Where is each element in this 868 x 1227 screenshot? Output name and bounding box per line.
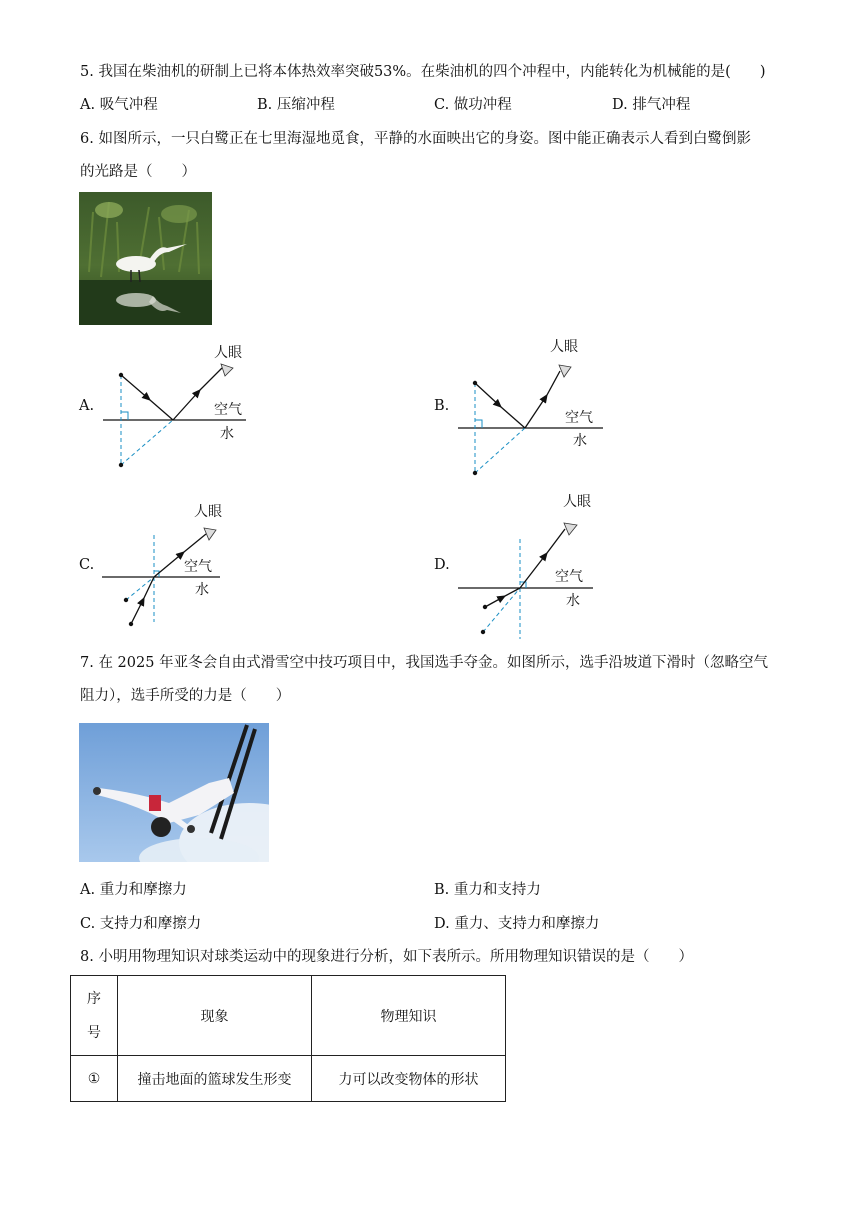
water-label-c: 水 (195, 582, 209, 598)
cell-phenomenon: 撞击地面的篮球发生形变 (118, 1056, 312, 1102)
optics-diagram-b (455, 333, 615, 478)
header-serial: 序号 (71, 976, 118, 1056)
q7-stem-line1: 7. 在 2025 年亚冬会自由式滑雪空中技巧项目中，我国选手夺金。如图所示，选手沿坡道下滑时（忽略空气 (80, 655, 769, 671)
q6-option-b: B. (434, 398, 450, 414)
q7-stem-line2: 阻力），选手所受的力是（ ） (80, 688, 291, 704)
egret-photo (79, 192, 212, 325)
q6-option-d: D. (434, 557, 450, 573)
q5-option-b: B. 压缩冲程 (257, 97, 335, 113)
air-label-b: 空气 (565, 410, 593, 426)
q7-option-c: C. 支持力和摩擦力 (80, 916, 202, 932)
skier-photo (79, 723, 269, 862)
optics-diagram-c (98, 500, 238, 630)
q5-stem: 5. 我国在柴油机的研制上已将本体热效率突破53%。在柴油机的四个冲程中，内能转化为机械能的是( ) (80, 64, 766, 80)
header-knowledge: 物理知识 (312, 976, 506, 1056)
eye-label-d: 人眼 (563, 494, 591, 510)
eye-label-b: 人眼 (550, 339, 578, 355)
q5-option-a: A. 吸气冲程 (80, 97, 158, 113)
q6-option-c: C. (79, 557, 95, 573)
optics-diagram-d (455, 487, 615, 642)
air-label-d: 空气 (555, 569, 583, 585)
cell-knowledge: 力可以改变物体的形状 (312, 1056, 506, 1102)
q7-option-a: A. 重力和摩擦力 (80, 882, 187, 898)
q5-option-d: D. 排气冲程 (612, 97, 691, 113)
header-phenomenon: 现象 (118, 976, 312, 1056)
eye-label-c: 人眼 (194, 504, 222, 520)
optics-diagram-a (78, 340, 258, 475)
water-label-a: 水 (220, 426, 234, 442)
q8-stem: 8. 小明用物理知识对球类运动中的现象进行分析，如下表所示。所用物理知识错误的是（ ） (80, 949, 693, 965)
table-row (71, 1056, 506, 1102)
air-label-a: 空气 (214, 402, 242, 418)
water-label-b: 水 (573, 433, 587, 449)
eye-label-a: 人眼 (214, 345, 242, 361)
table-header-row (71, 976, 506, 1056)
q7-option-d: D. 重力、支持力和摩擦力 (434, 916, 600, 932)
water-label-d: 水 (566, 593, 580, 609)
physics-knowledge-table (70, 975, 506, 1102)
air-label-c: 空气 (184, 559, 212, 575)
q6-stem-line2: 的光路是（ ） (80, 164, 196, 180)
q5-option-c: C. 做功冲程 (434, 97, 512, 113)
q6-option-a: A. (79, 398, 95, 414)
q6-stem-line1: 6. 如图所示，一只白鹭正在七里海湿地觅食，平静的水面映出它的身姿。图中能正确表示人看到白鹭倒影 (80, 131, 751, 147)
q7-option-b: B. 重力和支持力 (434, 882, 541, 898)
cell-serial: ① (71, 1056, 118, 1102)
